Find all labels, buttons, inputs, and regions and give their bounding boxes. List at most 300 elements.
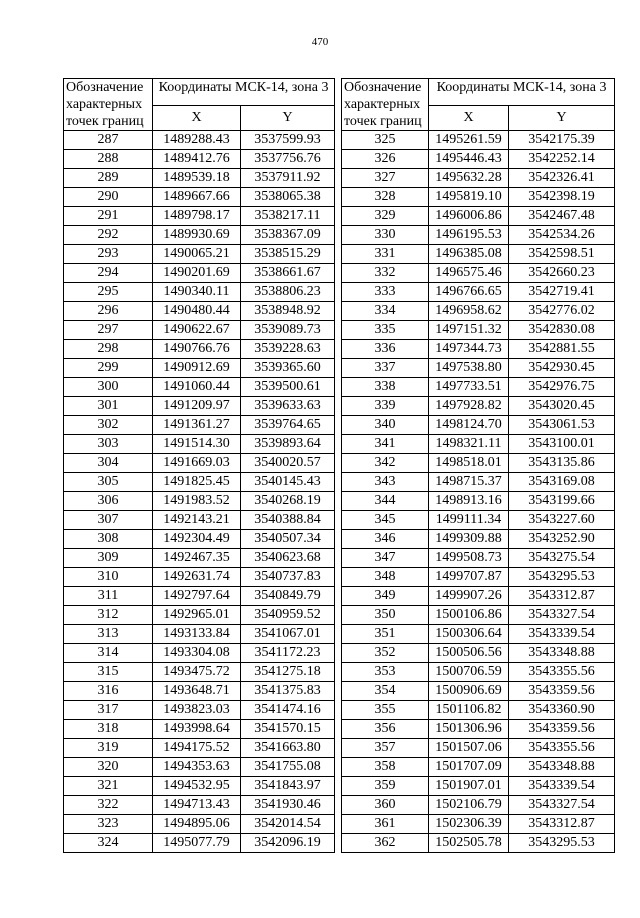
y-coordinate: 3542252.14 [509, 150, 615, 169]
table-row [64, 815, 335, 834]
y-coordinate: 3540959.52 [241, 606, 335, 625]
y-coordinate: 3540268.19 [241, 492, 335, 511]
point-number: 346 [342, 530, 429, 549]
x-coordinate: 1490766.76 [153, 340, 241, 359]
x-coordinate: 1495632.28 [429, 169, 509, 188]
point-number: 301 [64, 397, 153, 416]
table-row [342, 644, 615, 663]
x-coordinate: 1494353.63 [153, 758, 241, 777]
x-coordinate: 1502306.39 [429, 815, 509, 834]
x-coordinate: 1499907.26 [429, 587, 509, 606]
x-coordinate: 1499707.87 [429, 568, 509, 587]
point-number: 351 [342, 625, 429, 644]
y-coordinate: 3541663.80 [241, 739, 335, 758]
table-row [342, 511, 615, 530]
point-number: 356 [342, 720, 429, 739]
x-coordinate: 1499309.88 [429, 530, 509, 549]
x-column-header: X [153, 106, 241, 131]
y-coordinate: 3540388.84 [241, 511, 335, 530]
table-row [64, 777, 335, 796]
y-coordinate: 3540507.34 [241, 530, 335, 549]
x-coordinate: 1489930.69 [153, 226, 241, 245]
page-number: 470 [311, 36, 329, 48]
point-number: 357 [342, 739, 429, 758]
table-row [64, 435, 335, 454]
x-coordinate: 1490340.11 [153, 283, 241, 302]
x-coordinate: 1497538.80 [429, 359, 509, 378]
point-number: 333 [342, 283, 429, 302]
table-row [342, 207, 615, 226]
table-row [64, 207, 335, 226]
x-coordinate: 1490622.67 [153, 321, 241, 340]
point-number: 302 [64, 416, 153, 435]
point-number: 312 [64, 606, 153, 625]
table-row [342, 188, 615, 207]
point-number: 288 [64, 150, 153, 169]
coordinates-header: Координаты МСК-14, зона 3 [429, 79, 615, 106]
table-row [342, 777, 615, 796]
point-number: 295 [64, 283, 153, 302]
point-number: 315 [64, 663, 153, 682]
table-row [342, 663, 615, 682]
point-number: 362 [342, 834, 429, 853]
y-coordinate: 3543295.53 [509, 834, 615, 853]
table-row [64, 397, 335, 416]
point-number: 303 [64, 435, 153, 454]
y-coordinate: 3537756.76 [241, 150, 335, 169]
point-number: 347 [342, 549, 429, 568]
point-number: 331 [342, 245, 429, 264]
x-coordinate: 1499111.34 [429, 511, 509, 530]
y-coordinate: 3541474.16 [241, 701, 335, 720]
table-row [342, 416, 615, 435]
y-coordinate: 3543359.56 [509, 682, 615, 701]
table-row [64, 644, 335, 663]
x-coordinate: 1489667.66 [153, 188, 241, 207]
table-row [64, 302, 335, 321]
y-coordinate: 3538065.38 [241, 188, 335, 207]
table-row [64, 758, 335, 777]
table-row [64, 720, 335, 739]
x-coordinate: 1502106.79 [429, 796, 509, 815]
table-row [342, 397, 615, 416]
table-row [342, 587, 615, 606]
point-number: 292 [64, 226, 153, 245]
x-coordinate: 1496958.62 [429, 302, 509, 321]
point-number: 332 [342, 264, 429, 283]
point-number: 348 [342, 568, 429, 587]
point-number: 343 [342, 473, 429, 492]
x-coordinate: 1493475.72 [153, 663, 241, 682]
x-coordinate: 1493304.08 [153, 644, 241, 663]
point-number: 304 [64, 454, 153, 473]
y-coordinate: 3542014.54 [241, 815, 335, 834]
table-row [64, 359, 335, 378]
table-row [342, 720, 615, 739]
y-coordinate: 3543100.01 [509, 435, 615, 454]
x-coordinate: 1489412.76 [153, 150, 241, 169]
y-coordinate: 3543312.87 [509, 815, 615, 834]
point-number: 323 [64, 815, 153, 834]
point-number: 328 [342, 188, 429, 207]
table-row [64, 340, 335, 359]
x-coordinate: 1489539.18 [153, 169, 241, 188]
y-coordinate: 3542930.45 [509, 359, 615, 378]
x-coordinate: 1491669.03 [153, 454, 241, 473]
x-coordinate: 1502505.78 [429, 834, 509, 853]
x-coordinate: 1500106.86 [429, 606, 509, 625]
table-row [64, 150, 335, 169]
table-row [64, 492, 335, 511]
point-number: 320 [64, 758, 153, 777]
point-number: 306 [64, 492, 153, 511]
y-coordinate: 3542398.19 [509, 188, 615, 207]
y-coordinate: 3543327.54 [509, 606, 615, 625]
x-coordinate: 1493648.71 [153, 682, 241, 701]
x-coordinate: 1493133.84 [153, 625, 241, 644]
point-number: 340 [342, 416, 429, 435]
y-coordinate: 3542830.08 [509, 321, 615, 340]
table-row [64, 701, 335, 720]
x-coordinate: 1496766.65 [429, 283, 509, 302]
table-row [342, 435, 615, 454]
y-coordinate: 3539764.65 [241, 416, 335, 435]
y-coordinate: 3538806.23 [241, 283, 335, 302]
x-coordinate: 1496195.53 [429, 226, 509, 245]
table-row [342, 549, 615, 568]
x-coordinate: 1491825.45 [153, 473, 241, 492]
table-row [342, 302, 615, 321]
x-coordinate: 1500306.64 [429, 625, 509, 644]
y-coordinate: 3539365.60 [241, 359, 335, 378]
table-row [64, 378, 335, 397]
y-coordinate: 3543359.56 [509, 720, 615, 739]
y-coordinate: 3541570.15 [241, 720, 335, 739]
coordinates-table-left [63, 78, 335, 853]
y-coordinate: 3543169.08 [509, 473, 615, 492]
x-coordinate: 1490480.44 [153, 302, 241, 321]
coordinates-header: Координаты МСК-14, зона 3 [153, 79, 335, 106]
x-coordinate: 1496385.08 [429, 245, 509, 264]
x-coordinate: 1493998.64 [153, 720, 241, 739]
x-coordinate: 1497928.82 [429, 397, 509, 416]
y-coordinate: 3539089.73 [241, 321, 335, 340]
y-coordinate: 3538948.92 [241, 302, 335, 321]
point-number: 327 [342, 169, 429, 188]
designation-header: Обозначение характерных точек границ [342, 79, 429, 131]
x-coordinate: 1489798.17 [153, 207, 241, 226]
x-coordinate: 1495077.79 [153, 834, 241, 853]
x-coordinate: 1501306.96 [429, 720, 509, 739]
point-number: 349 [342, 587, 429, 606]
point-number: 325 [342, 131, 429, 150]
y-coordinate: 3542976.75 [509, 378, 615, 397]
table-row [342, 454, 615, 473]
x-coordinate: 1498124.70 [429, 416, 509, 435]
x-coordinate: 1497733.51 [429, 378, 509, 397]
table-row [64, 682, 335, 701]
y-coordinate: 3542719.41 [509, 283, 615, 302]
x-coordinate: 1501707.09 [429, 758, 509, 777]
table-row [64, 321, 335, 340]
table-row [342, 321, 615, 340]
point-number: 311 [64, 587, 153, 606]
x-coordinate: 1490912.69 [153, 359, 241, 378]
point-number: 341 [342, 435, 429, 454]
table-row [64, 416, 335, 435]
x-coordinate: 1492304.49 [153, 530, 241, 549]
point-number: 297 [64, 321, 153, 340]
x-coordinate: 1497344.73 [429, 340, 509, 359]
point-number: 344 [342, 492, 429, 511]
point-number: 355 [342, 701, 429, 720]
table-row [64, 283, 335, 302]
point-number: 317 [64, 701, 153, 720]
point-number: 308 [64, 530, 153, 549]
y-coordinate: 3541843.97 [241, 777, 335, 796]
x-coordinate: 1500706.59 [429, 663, 509, 682]
table-row [342, 796, 615, 815]
point-number: 350 [342, 606, 429, 625]
point-number: 314 [64, 644, 153, 663]
point-number: 287 [64, 131, 153, 150]
x-coordinate: 1491209.97 [153, 397, 241, 416]
table-row [342, 739, 615, 758]
table-row [342, 264, 615, 283]
table-body-right [342, 131, 615, 853]
table-row [64, 454, 335, 473]
x-coordinate: 1494713.43 [153, 796, 241, 815]
point-number: 298 [64, 340, 153, 359]
point-number: 316 [64, 682, 153, 701]
table-row [342, 606, 615, 625]
y-coordinate: 3543275.54 [509, 549, 615, 568]
y-coordinate: 3537911.92 [241, 169, 335, 188]
y-coordinate: 3543327.54 [509, 796, 615, 815]
x-coordinate: 1491514.30 [153, 435, 241, 454]
table-row [64, 549, 335, 568]
y-coordinate: 3542598.51 [509, 245, 615, 264]
y-coordinate: 3540623.68 [241, 549, 335, 568]
y-coordinate: 3540737.83 [241, 568, 335, 587]
x-coordinate: 1489288.43 [153, 131, 241, 150]
point-number: 360 [342, 796, 429, 815]
y-coordinate: 3538367.09 [241, 226, 335, 245]
point-number: 322 [64, 796, 153, 815]
table-row [342, 758, 615, 777]
x-coordinate: 1491060.44 [153, 378, 241, 397]
table-row [342, 359, 615, 378]
y-coordinate: 3538515.29 [241, 245, 335, 264]
x-coordinate: 1490201.69 [153, 264, 241, 283]
x-coordinate: 1492965.01 [153, 606, 241, 625]
table-row [342, 340, 615, 359]
table-row [342, 815, 615, 834]
table-row [64, 131, 335, 150]
point-number: 293 [64, 245, 153, 264]
table-row [64, 625, 335, 644]
point-number: 334 [342, 302, 429, 321]
point-number: 319 [64, 739, 153, 758]
y-coordinate: 3541375.83 [241, 682, 335, 701]
x-column-header: X [429, 106, 509, 131]
x-coordinate: 1491983.52 [153, 492, 241, 511]
x-coordinate: 1499508.73 [429, 549, 509, 568]
x-coordinate: 1497151.32 [429, 321, 509, 340]
y-coordinate: 3542467.48 [509, 207, 615, 226]
y-coordinate: 3540145.43 [241, 473, 335, 492]
table-row [342, 492, 615, 511]
point-number: 345 [342, 511, 429, 530]
y-coordinate: 3542326.41 [509, 169, 615, 188]
point-number: 324 [64, 834, 153, 853]
y-coordinate: 3541275.18 [241, 663, 335, 682]
y-coordinate: 3543295.53 [509, 568, 615, 587]
x-coordinate: 1495446.43 [429, 150, 509, 169]
y-coordinate: 3541067.01 [241, 625, 335, 644]
point-number: 289 [64, 169, 153, 188]
y-coordinate: 3541172.23 [241, 644, 335, 663]
table-row [64, 568, 335, 587]
table-row [342, 701, 615, 720]
point-number: 310 [64, 568, 153, 587]
point-number: 307 [64, 511, 153, 530]
y-coordinate: 3543252.90 [509, 530, 615, 549]
table-row [64, 739, 335, 758]
point-number: 353 [342, 663, 429, 682]
point-number: 326 [342, 150, 429, 169]
y-column-header: Y [241, 106, 335, 131]
y-coordinate: 3542660.23 [509, 264, 615, 283]
y-coordinate: 3543339.54 [509, 777, 615, 796]
point-number: 354 [342, 682, 429, 701]
point-number: 300 [64, 378, 153, 397]
point-number: 335 [342, 321, 429, 340]
point-number: 339 [342, 397, 429, 416]
point-number: 330 [342, 226, 429, 245]
table-row [342, 530, 615, 549]
table-row [64, 473, 335, 492]
table-row [342, 473, 615, 492]
table-row [64, 663, 335, 682]
y-coordinate: 3543135.86 [509, 454, 615, 473]
x-coordinate: 1492797.64 [153, 587, 241, 606]
point-number: 321 [64, 777, 153, 796]
y-coordinate: 3543227.60 [509, 511, 615, 530]
x-coordinate: 1495261.59 [429, 131, 509, 150]
point-number: 358 [342, 758, 429, 777]
point-number: 338 [342, 378, 429, 397]
x-coordinate: 1494895.06 [153, 815, 241, 834]
x-coordinate: 1494532.95 [153, 777, 241, 796]
table-row [342, 834, 615, 853]
x-coordinate: 1491361.27 [153, 416, 241, 435]
point-number: 313 [64, 625, 153, 644]
y-coordinate: 3542881.55 [509, 340, 615, 359]
y-coordinate: 3542534.26 [509, 226, 615, 245]
y-coordinate: 3541755.08 [241, 758, 335, 777]
y-coordinate: 3540849.79 [241, 587, 335, 606]
y-coordinate: 3539228.63 [241, 340, 335, 359]
point-number: 291 [64, 207, 153, 226]
y-coordinate: 3543348.88 [509, 644, 615, 663]
designation-header: Обозначение характерных точек границ [64, 79, 153, 131]
x-coordinate: 1498715.37 [429, 473, 509, 492]
coordinates-table-right [341, 78, 615, 853]
y-coordinate: 3541930.46 [241, 796, 335, 815]
table-row [342, 245, 615, 264]
y-coordinate: 3537599.93 [241, 131, 335, 150]
y-coordinate: 3543339.54 [509, 625, 615, 644]
table-row [64, 245, 335, 264]
x-coordinate: 1492631.74 [153, 568, 241, 587]
x-coordinate: 1492467.35 [153, 549, 241, 568]
point-number: 329 [342, 207, 429, 226]
y-coordinate: 3543348.88 [509, 758, 615, 777]
x-coordinate: 1496575.46 [429, 264, 509, 283]
x-coordinate: 1501907.01 [429, 777, 509, 796]
table-row [64, 226, 335, 245]
y-coordinate: 3542096.19 [241, 834, 335, 853]
y-coordinate: 3543355.56 [509, 663, 615, 682]
point-number: 290 [64, 188, 153, 207]
x-coordinate: 1501106.82 [429, 701, 509, 720]
point-number: 296 [64, 302, 153, 321]
y-coordinate: 3543061.53 [509, 416, 615, 435]
x-coordinate: 1492143.21 [153, 511, 241, 530]
y-column-header: Y [509, 106, 615, 131]
y-coordinate: 3538661.67 [241, 264, 335, 283]
table-row [342, 131, 615, 150]
y-coordinate: 3543312.87 [509, 587, 615, 606]
y-coordinate: 3543355.56 [509, 739, 615, 758]
table-row [64, 796, 335, 815]
y-coordinate: 3543199.66 [509, 492, 615, 511]
table-row [342, 283, 615, 302]
y-coordinate: 3540020.57 [241, 454, 335, 473]
x-coordinate: 1490065.21 [153, 245, 241, 264]
table-row [342, 625, 615, 644]
y-coordinate: 3542175.39 [509, 131, 615, 150]
point-number: 352 [342, 644, 429, 663]
point-number: 305 [64, 473, 153, 492]
table-row [342, 169, 615, 188]
point-number: 359 [342, 777, 429, 796]
table-row [342, 682, 615, 701]
table-row [64, 188, 335, 207]
table-row [64, 264, 335, 283]
x-coordinate: 1496006.86 [429, 207, 509, 226]
y-coordinate: 3543360.90 [509, 701, 615, 720]
x-coordinate: 1498913.16 [429, 492, 509, 511]
x-coordinate: 1500906.69 [429, 682, 509, 701]
table-row [64, 511, 335, 530]
y-coordinate: 3542776.02 [509, 302, 615, 321]
table-row [342, 378, 615, 397]
y-coordinate: 3543020.45 [509, 397, 615, 416]
point-number: 361 [342, 815, 429, 834]
x-coordinate: 1495819.10 [429, 188, 509, 207]
table-row [342, 226, 615, 245]
x-coordinate: 1498321.11 [429, 435, 509, 454]
point-number: 336 [342, 340, 429, 359]
x-coordinate: 1501507.06 [429, 739, 509, 758]
table-row [342, 150, 615, 169]
table-row [64, 169, 335, 188]
point-number: 337 [342, 359, 429, 378]
point-number: 309 [64, 549, 153, 568]
y-coordinate: 3539500.61 [241, 378, 335, 397]
